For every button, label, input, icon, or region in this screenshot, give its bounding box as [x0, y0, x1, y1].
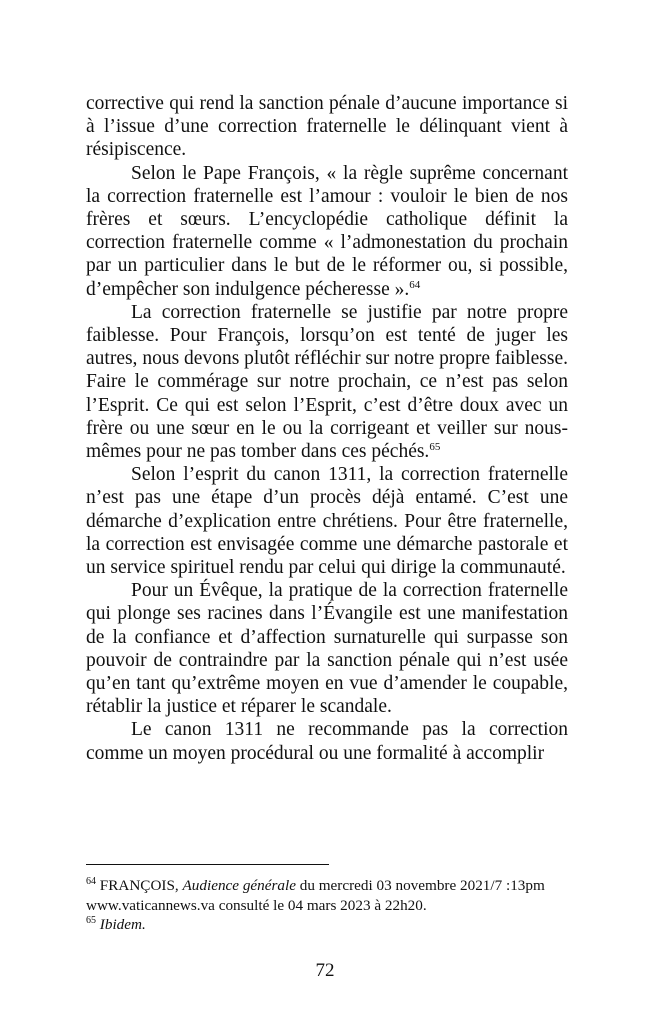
footnote-details: du mercredi 03 novembre 2021/7 :13pm www.vaticannews.va consulté le 04 mars 2023 à 22h20. [86, 877, 545, 914]
paragraph-2: Selon le Pape François, « la règle suprême concernant la correction fraternelle est l’amour : vouloir le bien de nos frères et sœurs. L’encyclopédie catholique définit la correction fraternelle comme « l’admonestation du prochain par un particulier dans le but de le réformer ou, si possible, d’empêcher son indulgence pécheresse ».$^{64}$ [86, 162, 568, 300]
footnotes [86, 876, 568, 935]
paragraph-1: corrective qui rend la sanction pénale d’aucune importance si à l’issue d’une correction fraternelle le délinquant vient à résipiscence. [86, 93, 568, 161]
footnote-65 [86, 915, 568, 935]
footnote-number: 64 [86, 876, 96, 887]
footnote-number: 65 [86, 915, 96, 926]
body-text [86, 92, 568, 765]
footnote-title: Ibidem. [99, 916, 146, 933]
paragraph-5: Pour un Évêque, la pratique de la correction fraternelle qui plonge ses racines dans l’Évangile est une manifestation de la confiance et d’affection surnaturelle qui surpasse son pouvoir de contraindre par la sanction pénale qui n’est usée qu’en tant qu’extrême moyen en vue d’amender le coupable, rétablir la justice et réparer le scandale. [86, 580, 568, 718]
page-number: 72 [315, 960, 335, 981]
footnote-ref-64: 64 [409, 278, 421, 291]
paragraph-3: La correction fraternelle se justifie par notre propre faiblesse. Pour François, lorsqu’on est tenté de juger les autres, nous devons plutôt réfléchir sur notre propre faiblesse. Faire le commérage sur notre prochain, ce n’est pas selon l’Esprit. Ce qui est selon l’Esprit, c’est d’être doux avec un frère ou une sœur en le ou la corrigeant et veiller sur nous-mêmes pour ne pas tomber dans ces péchés.$^{65}$ [86, 301, 568, 463]
footnote-author: FRANÇOIS, [99, 877, 179, 894]
footnote-title: Audience générale [182, 877, 296, 894]
footnote-separator [86, 864, 329, 865]
footnote-ref-65: 65 [429, 441, 441, 454]
paragraph-4: Selon l’esprit du canon 1311, la correction fraternelle n’est pas une étape d’un procès déjà entamé. C’est une démarche d’explication entre chrétiens. Pour être fraternelle, la correction est envisagée comme une démarche pastorale et un service spirituel rendu par celui qui dirige la communauté. [86, 464, 568, 579]
paragraph-6: Le canon 1311 ne recommande pas la correction comme un moyen procédural ou une formalité à accomplir [86, 719, 568, 764]
footnote-64 [86, 876, 568, 915]
